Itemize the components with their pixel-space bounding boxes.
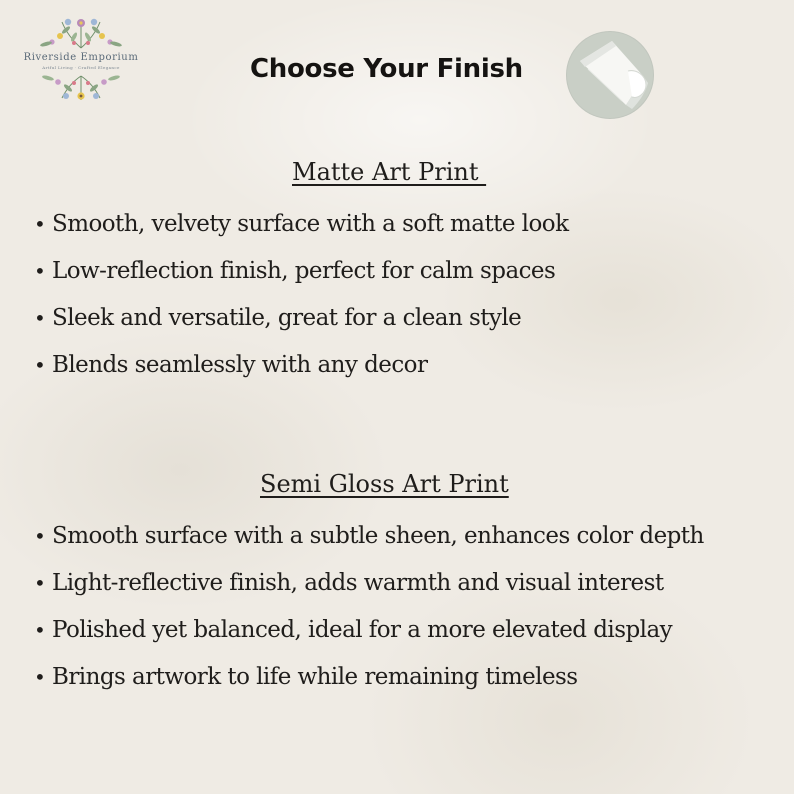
list-item: • Smooth surface with a subtle sheen, enhances color depth [34,513,704,560]
brand-name: Riverside Emporium [23,52,139,63]
list-item: • Smooth, velvety surface with a soft matte look [34,201,568,248]
list-item: • Polished yet balanced, ideal for a more elevated display [34,607,704,654]
paper-roll-icon [566,31,654,119]
list-item: • Blends seamlessly with any decor [34,342,568,389]
list-item: • Brings artwork to life while remaining timeless [34,654,704,701]
matte-section-heading: Matte Art Print [292,158,487,186]
list-item: • Light-reflective finish, adds warmth and visual interest [34,560,704,607]
list-item: • Sleek and versatile, great for a clean style [34,295,568,342]
page-title: Choose Your Finish [250,54,523,84]
brand-tagline: Artful Living · Crafted Elegance [42,65,120,70]
matte-feature-list [34,201,568,389]
list-item: • Low-reflection finish, perfect for calm spaces [34,248,568,295]
semi-gloss-feature-list [34,513,704,701]
semi-gloss-section-heading: Semi Gloss Art Print [260,470,509,498]
brand-logo [22,10,140,102]
